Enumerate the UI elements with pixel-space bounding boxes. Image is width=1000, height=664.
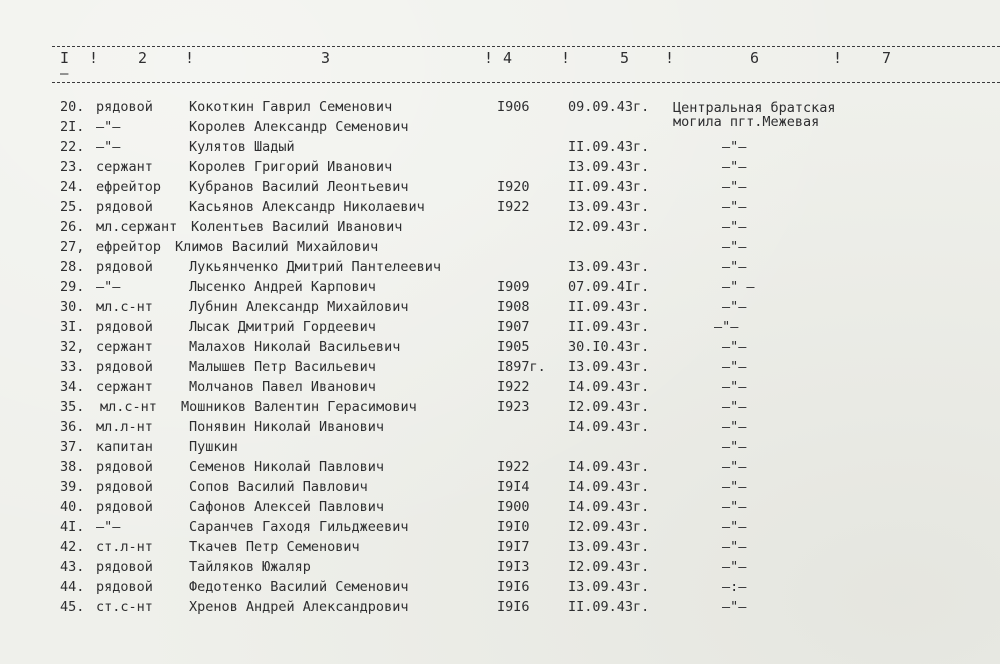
- header-col-3: 3: [321, 49, 332, 67]
- row-birth-year: I897г.: [497, 359, 546, 375]
- table-row: [0, 159, 1000, 179]
- row-ditto-mark: –"–: [722, 559, 747, 575]
- row-name: Лубнин Александр Михайлович: [189, 299, 409, 315]
- row-ditto-mark: –"–: [722, 239, 747, 255]
- table-row: [0, 399, 1000, 419]
- row-name: Тайляков Южаляр: [189, 559, 311, 575]
- row-birth-year: I9I7: [497, 539, 530, 555]
- row-rank: рядовой: [96, 499, 153, 515]
- row-death-date: I2.09.43г.: [568, 219, 650, 235]
- row-name: Хренов Андрей Александрович: [189, 599, 409, 615]
- row-birth-year: I9I6: [497, 599, 530, 615]
- row-death-date: I3.09.43г.: [568, 539, 650, 555]
- row-number: 25.: [60, 199, 85, 215]
- row-death-date: I2.09.43г.: [568, 399, 650, 415]
- row-ditto-mark: –"–: [722, 399, 747, 415]
- table-row: [0, 339, 1000, 359]
- header-separator: !: [89, 49, 99, 67]
- row-rank: сержант: [96, 379, 153, 395]
- row-number: 4I.: [60, 519, 85, 535]
- header-col-6: 6: [750, 49, 761, 67]
- row-number: 28.: [60, 259, 85, 275]
- row-ditto-mark: –"–: [722, 299, 747, 315]
- row-number: 44.: [60, 579, 85, 595]
- row-death-date: I4.09.43г.: [568, 499, 650, 515]
- table-row: [0, 119, 1000, 139]
- table-row: [0, 599, 1000, 619]
- row-rank: –"–: [96, 279, 121, 295]
- header-col-1: I: [60, 49, 71, 67]
- row-rank: ефрейтор: [96, 179, 162, 195]
- row-death-date: I2.09.43г.: [568, 519, 650, 535]
- row-death-date: I4.09.43г.: [568, 479, 650, 495]
- row-death-date: I3.09.43г.: [568, 159, 650, 175]
- row-number: 29.: [60, 279, 85, 295]
- row-rank: ст.л-нт: [96, 539, 153, 555]
- table-row: [0, 559, 1000, 579]
- row-number: 45.: [60, 599, 85, 615]
- row-death-date: I3.09.43г.: [568, 359, 650, 375]
- row-name: Малышев Петр Васильевич: [189, 359, 376, 375]
- row-death-date: II.09.43г.: [568, 299, 650, 315]
- header-separator: !: [185, 49, 195, 67]
- row-ditto-mark: –"–: [722, 479, 747, 495]
- row-death-date: I4.09.43г.: [568, 379, 650, 395]
- table-row: [0, 359, 1000, 379]
- row-name: Кулятов Шадый: [189, 139, 295, 155]
- row-number: 42.: [60, 539, 85, 555]
- row-rank: рядовой: [96, 259, 153, 275]
- table-row: [0, 419, 1000, 439]
- row-name: Малахов Николай Васильевич: [189, 339, 401, 355]
- row-rank: рядовой: [96, 479, 153, 495]
- row-number: 40.: [60, 499, 85, 515]
- row-name: Ткачев Петр Семенович: [189, 539, 360, 555]
- row-rank: рядовой: [96, 199, 153, 215]
- table-row: [0, 499, 1000, 519]
- row-number: 24.: [60, 179, 85, 195]
- row-number: 20.: [60, 99, 85, 115]
- row-rank: ефрейтор: [96, 239, 162, 255]
- header-bottom-rule: [52, 82, 1000, 83]
- row-name: Семенов Николай Павлович: [189, 459, 385, 475]
- row-name: Пушкин: [189, 439, 238, 455]
- row-name: Королев Григорий Иванович: [189, 159, 393, 175]
- row-rank: рядовой: [96, 99, 153, 115]
- row-death-date: II.09.43г.: [568, 599, 650, 615]
- row-rank: сержант: [96, 339, 153, 355]
- row-name: Сопов Василий Павлович: [189, 479, 368, 495]
- row-name: Климов Василий Михайлович: [175, 239, 379, 255]
- row-ditto-mark: –"–: [722, 519, 747, 535]
- table-row: [0, 259, 1000, 279]
- row-rank: –"–: [96, 519, 121, 535]
- row-death-date: I3.09.43г.: [568, 259, 650, 275]
- row-ditto-mark: –"–: [722, 459, 747, 475]
- row-number: 33.: [60, 359, 85, 375]
- row-birth-year: I9I4: [497, 479, 530, 495]
- row-rank: капитан: [96, 439, 153, 455]
- row-number: 37.: [60, 439, 85, 455]
- row-name: Федотенко Василий Семенович: [189, 579, 409, 595]
- table-row: [0, 99, 1000, 119]
- row-rank: –"–: [96, 119, 121, 135]
- row-death-date: I4.09.43г.: [568, 459, 650, 475]
- row-birth-year: I920: [497, 179, 530, 195]
- row-name: Сафонов Алексей Павлович: [189, 499, 385, 515]
- row-ditto-mark: –"–: [722, 159, 747, 175]
- row-birth-year: I908: [497, 299, 530, 315]
- row-ditto-mark: –"–: [722, 499, 747, 515]
- header-col-7: 7: [882, 49, 893, 67]
- row-number: 34.: [60, 379, 85, 395]
- table-row: [0, 199, 1000, 219]
- table-row: [0, 459, 1000, 479]
- table-row: [0, 519, 1000, 539]
- row-birth-year: I905: [497, 339, 530, 355]
- header-stub-mark: –: [60, 66, 69, 82]
- table-row: [0, 319, 1000, 339]
- row-name: Саранчев Гаходя Гильджеевич: [189, 519, 409, 535]
- row-number: 26.: [60, 219, 85, 235]
- row-ditto-mark: –"–: [722, 599, 747, 615]
- table-row: [0, 299, 1000, 319]
- table-row: [0, 379, 1000, 399]
- header-separator: !: [833, 49, 843, 67]
- table-row: [0, 179, 1000, 199]
- table-row: [0, 439, 1000, 459]
- row-ditto-mark: –"–: [722, 439, 747, 455]
- row-name: Кокоткин Гаврил Семенович: [189, 99, 393, 115]
- row-ditto-mark: –:–: [722, 579, 747, 595]
- row-ditto-mark: –"–: [722, 419, 747, 435]
- row-ditto-mark: –"–: [722, 259, 747, 275]
- row-birth-year: I922: [497, 199, 530, 215]
- row-ditto-mark: –" –: [722, 279, 755, 295]
- row-death-date: 07.09.4Iг.: [568, 279, 650, 295]
- table-row: [0, 139, 1000, 159]
- row-number: 32,: [60, 339, 85, 355]
- table-row: [0, 579, 1000, 599]
- row-number: 3I.: [60, 319, 85, 335]
- row-name: Колентьев Василий Иванович: [191, 219, 403, 235]
- row-name: Понявин Николай Иванович: [189, 419, 385, 435]
- row-death-date: II.09.43г.: [568, 179, 650, 195]
- row-death-date: I3.09.43г.: [568, 579, 650, 595]
- row-birth-year: I900: [497, 499, 530, 515]
- row-birth-year: I909: [497, 279, 530, 295]
- row-number: 39.: [60, 479, 85, 495]
- row-death-date: 09.09.43г.: [568, 99, 650, 115]
- row-birth-year: I9I3: [497, 559, 530, 575]
- row-death-date: I3.09.43г.: [568, 199, 650, 215]
- row-death-date: I4.09.43г.: [568, 419, 650, 435]
- row-birth-year: I922: [497, 459, 530, 475]
- row-name: Лысенко Андрей Карпович: [189, 279, 376, 295]
- row-name: Мошников Валентин Герасимович: [181, 399, 417, 415]
- row-number: 27,: [60, 239, 85, 255]
- row-death-date: I2.09.43г.: [568, 559, 650, 575]
- table-row: [0, 279, 1000, 299]
- table-row: [0, 219, 1000, 239]
- header-separator: !: [665, 49, 675, 67]
- row-ditto-mark: –"–: [722, 339, 747, 355]
- header-col-4: 4: [503, 49, 514, 67]
- row-number: 30.: [60, 299, 85, 315]
- row-name: Лукьянченко Дмитрий Пантелеевич: [189, 259, 441, 275]
- row-rank: мл.л-нт: [96, 419, 153, 435]
- row-ditto-mark: –"–: [722, 179, 747, 195]
- row-ditto-mark: –"–: [722, 359, 747, 375]
- table-row: [0, 479, 1000, 499]
- row-name: Молчанов Павел Иванович: [189, 379, 376, 395]
- row-rank: рядовой: [96, 579, 153, 595]
- row-rank: рядовой: [96, 559, 153, 575]
- row-rank: ст.с-нт: [96, 599, 153, 615]
- row-number: 38.: [60, 459, 85, 475]
- header-top-rule: [52, 46, 1000, 47]
- row-ditto-mark: –"–: [722, 539, 747, 555]
- row-birth-year: I907: [497, 319, 530, 335]
- row-number: 36.: [60, 419, 85, 435]
- table-row: [0, 239, 1000, 259]
- row-number: 22.: [60, 139, 85, 155]
- row-ditto-mark: –"–: [722, 199, 747, 215]
- row-death-date: II.09.43г.: [568, 139, 650, 155]
- row-number: 35.: [60, 399, 85, 415]
- row-rank: мл.с-нт: [100, 399, 157, 415]
- row-number: 2I.: [60, 119, 85, 135]
- row-rank: сержант: [96, 159, 153, 175]
- row-number: 43.: [60, 559, 85, 575]
- header-col-2: 2: [138, 49, 149, 67]
- row-birth-year: I906: [497, 99, 530, 115]
- header-separator: !: [484, 49, 494, 67]
- row-ditto-mark: –"–: [714, 319, 739, 335]
- row-ditto-mark: –"–: [722, 379, 747, 395]
- row-birth-year: I922: [497, 379, 530, 395]
- row-ditto-mark: –"–: [722, 139, 747, 155]
- burial-place-line-2: могила пгт.Межевая: [673, 114, 820, 130]
- header-separator: !: [561, 49, 571, 67]
- burial-place-line-1: Центральная братская: [673, 100, 836, 116]
- row-birth-year: I9I0: [497, 519, 530, 535]
- row-rank: рядовой: [96, 319, 153, 335]
- row-death-date: II.09.43г.: [568, 319, 650, 335]
- row-name: Лысак Дмитрий Гордеевич: [189, 319, 376, 335]
- row-name: Касьянов Александр Николаевич: [189, 199, 425, 215]
- row-rank: мл.с-нт: [96, 299, 153, 315]
- table-row: [0, 539, 1000, 559]
- row-ditto-mark: –"–: [722, 219, 747, 235]
- row-name: Королев Александр Семенович: [189, 119, 409, 135]
- header-col-5: 5: [620, 49, 631, 67]
- row-rank: –"–: [96, 139, 121, 155]
- row-rank: рядовой: [96, 359, 153, 375]
- row-name: Кубранов Василий Леонтьевич: [189, 179, 409, 195]
- row-number: 23.: [60, 159, 85, 175]
- row-rank: мл.сержант: [96, 219, 178, 235]
- row-birth-year: I923: [497, 399, 530, 415]
- row-rank: рядовой: [96, 459, 153, 475]
- row-birth-year: I9I6: [497, 579, 530, 595]
- row-death-date: 30.I0.43г.: [568, 339, 650, 355]
